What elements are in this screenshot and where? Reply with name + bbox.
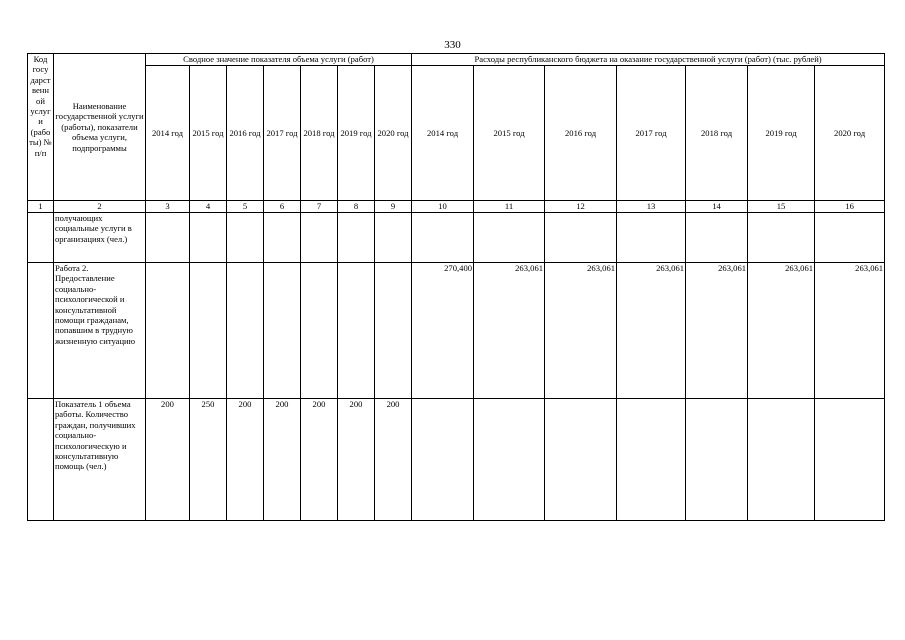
volume-cell: 200 [375,399,412,521]
header-expense-year: 2019 год [748,66,815,201]
column-number: 12 [545,201,617,213]
header-volume-year: 2017 год [264,66,301,201]
header-expense-year: 2014 год [412,66,474,201]
expense-cell [617,213,686,263]
volume-cell: 200 [301,399,338,521]
header-row-groups [28,54,885,66]
column-number: 4 [190,201,227,213]
volume-cell [338,263,375,399]
expense-cell [748,213,815,263]
table-row [28,263,885,399]
header-expense-year: 2017 год [617,66,686,201]
header-volume-year: 2019 год [338,66,375,201]
header-group-volume: Сводное значение показателя объема услуги (работ) [146,54,412,66]
header-volume-year: 2020 год [375,66,412,201]
volume-cell [375,263,412,399]
header-volume-year: 2016 год [227,66,264,201]
column-number: 10 [412,201,474,213]
column-number: 6 [264,201,301,213]
column-number: 14 [686,201,748,213]
volume-cell [146,213,190,263]
row-code [28,399,54,521]
header-volume-year: 2014 год [146,66,190,201]
expense-cell [412,213,474,263]
table-row [28,213,885,263]
row-code [28,213,54,263]
header-expense-year: 2015 год [474,66,545,201]
column-number: 16 [815,201,885,213]
expense-cell: 270,400 [412,263,474,399]
volume-cell [264,213,301,263]
header-code: Код госу дарст венн ой услуг и (рабо ты) № п/п [28,54,54,201]
expense-cell [686,213,748,263]
volume-cell [227,213,264,263]
row-code [28,263,54,399]
column-number: 8 [338,201,375,213]
volume-cell [146,263,190,399]
expense-cell [815,399,885,521]
expense-cell: 263,061 [815,263,885,399]
column-number: 5 [227,201,264,213]
expense-cell [545,399,617,521]
column-number: 9 [375,201,412,213]
expense-cell [686,399,748,521]
volume-cell: 200 [264,399,301,521]
volume-cell [338,213,375,263]
expense-cell: 263,061 [617,263,686,399]
volume-cell [190,263,227,399]
budget-table [27,53,885,521]
expense-cell: 263,061 [748,263,815,399]
column-number: 11 [474,201,545,213]
column-number: 3 [146,201,190,213]
expense-cell [412,399,474,521]
header-expense-year: 2018 год [686,66,748,201]
volume-cell [227,263,264,399]
header-expense-year: 2020 год [815,66,885,201]
expense-cell [474,213,545,263]
volume-cell [375,213,412,263]
expense-cell: 263,061 [545,263,617,399]
expense-cell [545,213,617,263]
expense-cell [748,399,815,521]
header-expense-year: 2016 год [545,66,617,201]
expense-cell [474,399,545,521]
volume-cell [190,213,227,263]
row-name: Работа 2. Предоставление социально-психологической и консультативной помощи гражданам, попавшим в трудную жизненную ситуацию [54,263,146,399]
table-row [28,399,885,521]
header-name: Наименование государственной услуги (работы), показатели объема услуги, подпрограммы [54,54,146,201]
column-number: 7 [301,201,338,213]
volume-cell: 200 [227,399,264,521]
row-name: получающих социальные услуги в организациях (чел.) [54,213,146,263]
expense-cell [617,399,686,521]
column-number-row [28,201,885,213]
column-number: 2 [54,201,146,213]
volume-cell: 200 [338,399,375,521]
page-number: 330 [444,39,461,51]
header-row-years [28,66,885,201]
expense-cell: 263,061 [474,263,545,399]
expense-cell: 263,061 [686,263,748,399]
column-number: 13 [617,201,686,213]
header-volume-year: 2018 год [301,66,338,201]
volume-cell [264,263,301,399]
column-number: 15 [748,201,815,213]
column-number: 1 [28,201,54,213]
volume-cell: 200 [146,399,190,521]
volume-cell [301,213,338,263]
row-name: Показатель 1 объема работы. Количество граждан, получивших социально-психологическую и консультативную помощь (чел.) [54,399,146,521]
header-group-expenses: Расходы республиканского бюджета на оказание государственной услуги (работ) (тыс. рублей) [412,54,885,66]
header-volume-year: 2015 год [190,66,227,201]
expense-cell [815,213,885,263]
volume-cell: 250 [190,399,227,521]
volume-cell [301,263,338,399]
